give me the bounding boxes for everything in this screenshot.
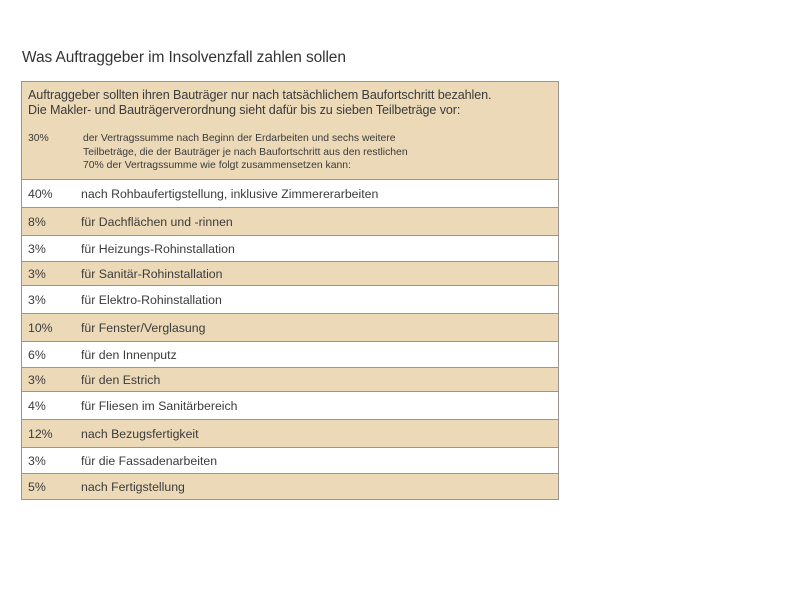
first-payment: [28, 132, 552, 173]
row-description: für Fenster/Verglasung: [81, 320, 206, 335]
table-row: [22, 314, 558, 342]
table-row: [22, 392, 558, 420]
row-percent: 3%: [28, 241, 46, 256]
row-percent: 12%: [28, 426, 53, 441]
table-row: [22, 368, 558, 392]
first-payment-line: der Vertragssumme nach Beginn der Erdarbeiten und sechs weitere: [83, 133, 396, 144]
table-row: [22, 236, 558, 262]
row-percent: 10%: [28, 320, 53, 335]
row-description: für Sanitär-Rohinstallation: [81, 266, 223, 281]
row-description: für den Estrich: [81, 372, 161, 387]
page-title: Was Auftraggeber im Insolvenzfall zahlen sollen: [22, 49, 346, 66]
first-payment-description: [83, 132, 408, 173]
table-row: [22, 208, 558, 236]
row-percent: 8%: [28, 214, 46, 229]
first-payment-line: 70% der Vertragssumme wie folgt zusammensetzen kann:: [83, 160, 351, 172]
intro-text: [28, 88, 552, 117]
first-payment-line: Teilbeträge, die der Bauträger je nach Baufortschritt aus den restlichen: [83, 146, 408, 158]
row-percent: 40%: [28, 186, 53, 201]
row-percent: 4%: [28, 398, 46, 413]
intro-line: Auftraggeber sollten ihren Bauträger nur nach tatsächlichem Baufortschritt bezahlen.: [28, 88, 492, 102]
row-description: nach Fertigstellung: [81, 479, 185, 494]
table-row: [22, 262, 558, 286]
first-payment-percent: 30%: [28, 133, 49, 144]
row-percent: 3%: [28, 266, 46, 281]
intro-line: Die Makler- und Bauträgerverordnung sieht dafür bis zu sieben Teilbeträge vor:: [28, 102, 461, 117]
row-percent: 3%: [28, 453, 46, 468]
table-row: [22, 342, 558, 368]
row-description: für Fliesen im Sanitärbereich: [81, 398, 238, 413]
row-percent: 5%: [28, 479, 46, 494]
row-percent: 6%: [28, 347, 46, 362]
row-description: für die Fassadenarbeiten: [81, 453, 218, 468]
table-row: [22, 286, 558, 314]
row-description: für Dachflächen und -rinnen: [81, 214, 233, 229]
row-description: nach Bezugsfertigkeit: [81, 426, 199, 441]
row-description: für Elektro-Rohinstallation: [81, 292, 222, 307]
row-description: für den Innenputz: [81, 347, 177, 362]
payment-schedule-table: [21, 81, 559, 500]
table-row: [22, 180, 558, 208]
row-description: für Heizungs-Rohinstallation: [81, 241, 235, 256]
row-percent: 3%: [28, 372, 46, 387]
row-description: nach Rohbaufertigstellung, inklusive Zimmererarbeiten: [81, 186, 379, 201]
table-row: [22, 448, 558, 474]
row-percent: 3%: [28, 292, 46, 307]
table-row: [22, 420, 558, 448]
intro-section: [22, 82, 558, 180]
table-row: [22, 474, 558, 499]
